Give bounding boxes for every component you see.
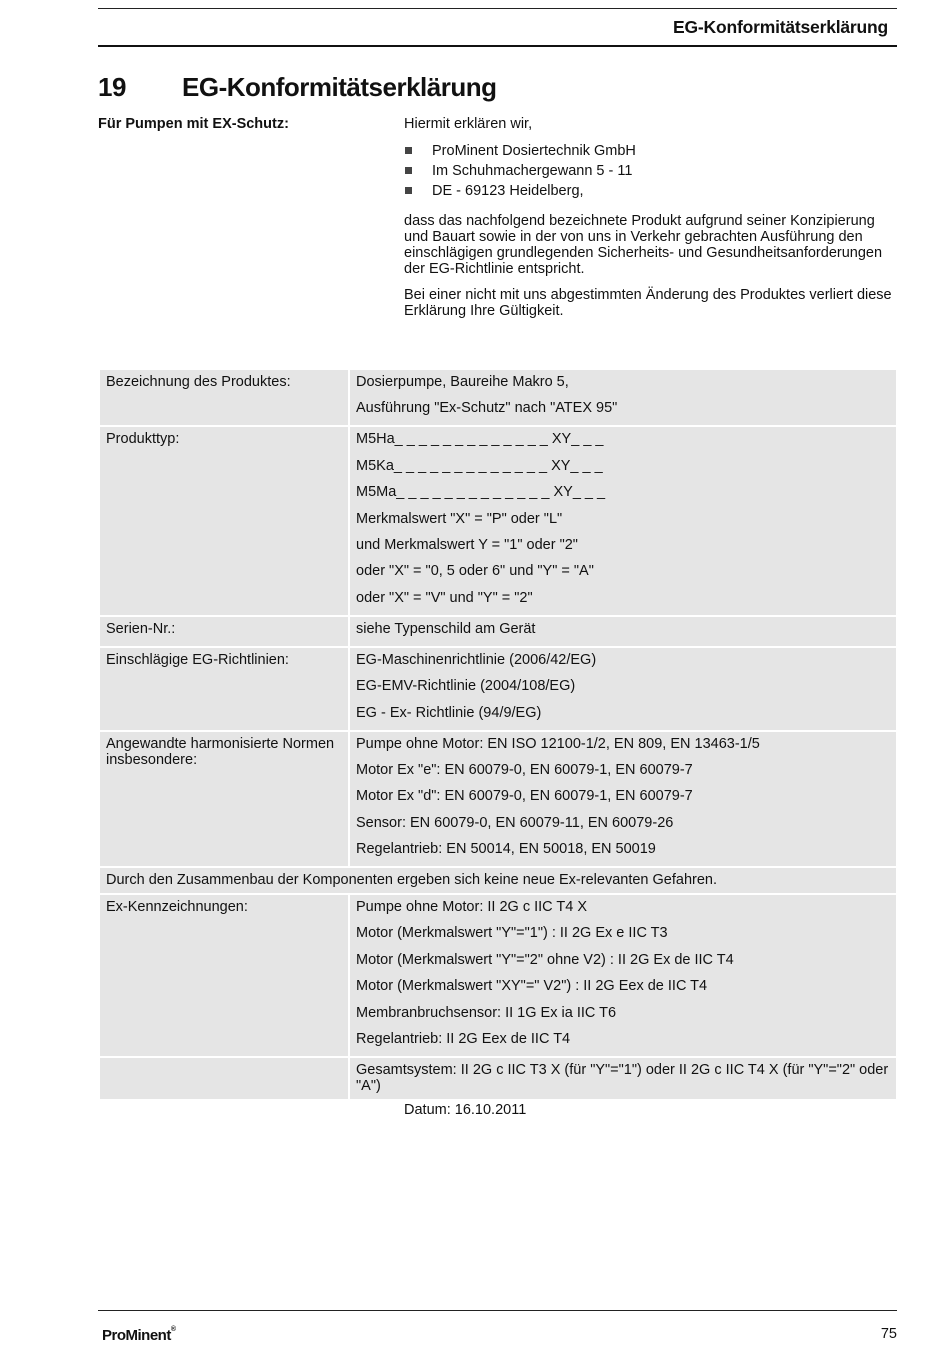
table-row (100, 868, 896, 893)
intro-section (404, 116, 898, 319)
address-line: DE - 69123 Heidelberg, (404, 183, 898, 203)
serial-label: Serien-Nr.: (100, 617, 348, 646)
table-row (100, 370, 896, 425)
chapter-number: 19 (98, 72, 126, 102)
standards-label: Angewandte harmonisierte Normen insbesondere: (100, 732, 348, 867)
product-label: Bezeichnung des Produktes: (100, 370, 348, 425)
serial-value: siehe Typenschild am Gerät (350, 617, 896, 646)
running-header: EG-Konformitätserklärung (673, 17, 888, 37)
table-row (100, 732, 896, 867)
prominent-logo: ProMinent® (102, 1326, 176, 1344)
header-rule (98, 45, 897, 47)
table-row (100, 617, 896, 646)
square-bullet-icon (405, 187, 412, 194)
table-row (100, 1058, 896, 1099)
table-row (100, 427, 896, 614)
address-line: ProMinent Dosiertechnik GmbH (404, 143, 898, 163)
address-line: Im Schuhmachergewann 5 - 11 (404, 163, 898, 183)
page-number: 75 (880, 1326, 897, 1342)
directives-label: Einschlägige EG-Richtlinien: (100, 648, 348, 730)
overall-system-value: Gesamtsystem: II 2G c IIC T3 X (für "Y"="1") oder II 2G c IIC T4 X (für "Y"="2" oder "A") (350, 1058, 896, 1099)
address-list (404, 143, 898, 203)
declaration-date: Datum: 16.10.2011 (404, 1102, 527, 1118)
directives-value: EG-Maschinenrichtlinie (2006/42/EG) EG-EMV-Richtlinie (2004/108/EG) EG - Ex- Richtlinie (94/9/EG) (350, 648, 896, 730)
declaration-paragraph: dass das nachfolgend bezeichnete Produkt aufgrund seiner Konzipierung und Bauart sowie in der von uns in Verkehr gebrachten Ausführung den einschlägigen grundlegenden Sicherheits- und Gesundheitsanforderungen der EG-Richtlinie entspricht. (404, 213, 883, 277)
assembly-note: Durch den Zusammenbau der Komponenten ergeben sich keine neue Ex-relevanten Gefahren. (100, 868, 896, 893)
chapter-title: EG-Konformitätserklärung (182, 72, 497, 102)
validity-paragraph: Bei einer nicht mit uns abgestimmten Änderung des Produktes verliert diese Erklärung Ihre Gültigkeit. (404, 287, 892, 319)
standards-value: Pumpe ohne Motor: EN ISO 12100-1/2, EN 809, EN 13463-1/5 Motor Ex "e": EN 60079-0, EN 60079-1, EN 60079-7 Motor Ex "d": EN 60079-0, EN 60079-1, EN 60079-7 Sensor: EN 60079-0, EN 60079-11, EN 60079-26 Regelantrieb: EN 50014, EN 50018, EN 50019 (350, 732, 896, 867)
side-label: Für Pumpen mit EX-Schutz: (98, 116, 289, 132)
table-row (100, 648, 896, 730)
table-row (100, 895, 896, 1056)
type-value: M5Ha_ _ _ _ _ _ _ _ _ _ _ _ _ XY_ _ _ M5Ka_ _ _ _ _ _ _ _ _ _ _ _ _ XY_ _ _ M5Ma_ _ _ _ _ _ _ _ _ _ _ _ _ XY_ _ _ Merkmalswert "X" = "P" oder "L" und Merkmalswert Y = "1" oder "2" oder "X" = "0, 5 oder 6" und "Y" = "A" oder "X" = "V" und "Y" = "2" (350, 427, 896, 614)
markings-label: Ex-Kennzeichnungen: (100, 895, 348, 1056)
footer-rule (98, 1310, 897, 1311)
markings-value: Pumpe ohne Motor: II 2G c IIC T4 X Motor (Merkmalswert "Y"="1") : II 2G Ex e IIC T3 Motor (Merkmalswert "Y"="2" ohne V2) : II 2G Ex de IIC T4 Motor (Merkmalswert "XY"=" V2") : II 2G Eex de IIC T4 Membranbruchsensor: II 1G Ex ia IIC T6 Regelantrieb: II 2G Eex de IIC T4 (350, 895, 896, 1056)
overall-label-empty (100, 1058, 348, 1099)
top-rule (98, 8, 897, 9)
declaration-table (98, 368, 898, 1101)
registered-mark: ® (170, 1326, 176, 1333)
square-bullet-icon (405, 167, 412, 174)
square-bullet-icon (405, 147, 412, 154)
chapter-heading (98, 72, 497, 103)
type-label: Produkttyp: (100, 427, 348, 614)
product-value: Dosierpumpe, Baureihe Makro 5, Ausführung "Ex-Schutz" nach "ATEX 95" (350, 370, 896, 425)
intro-lead: Hiermit erklären wir, (404, 116, 533, 132)
